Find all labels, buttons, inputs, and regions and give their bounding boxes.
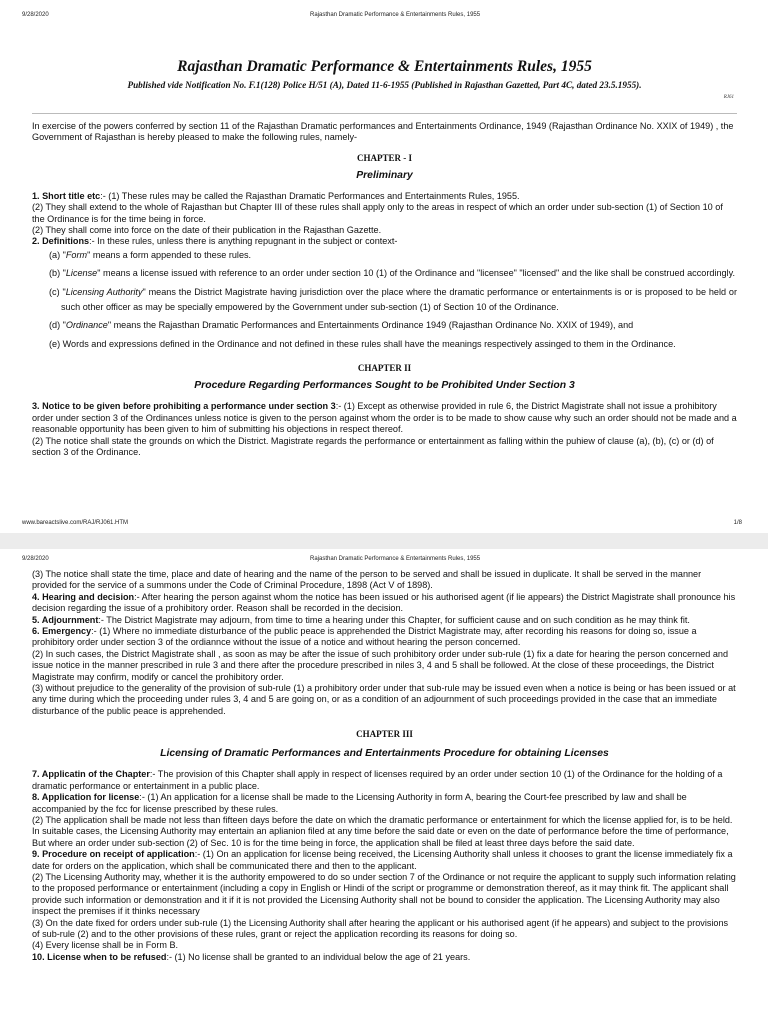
page-header-date: 9/28/2020 [22,12,49,18]
chapter-heading: CHAPTER II [357,363,412,374]
rule-9: 9. Procedure on receipt of application:- (1) On an application for license being received, the Licensing Authority shall unless it chooses to grant the license immediately fix a date for orders on the application, which shall be communicated there and then to the applicant. [32,849,733,871]
rule-3-subrule-3: (3) The notice shall state the time, place and date of hearing and the name of the person to be served and shall be issued in duplicate. It shall be served in the manner provided for the service of a summons under the Code of Criminal Procedure, 1898 (Act V of 1898). [32,569,702,591]
chapter-heading: CHAPTER - I [356,152,412,163]
rule-heading: 10. License when to be refused [32,951,167,962]
rule-2: 2. Definitions:- In these rules, unless there is anything repugnant in the subject or context- [32,236,398,247]
rule-1-subrule-2: (2) They shall extend to the whole of Rajasthan but Chapter III of these rules shall apply only to the areas in respect of which an order under sub-section (1) of Section 10 of the Ordinance is for the time being in force. [32,202,723,224]
rule-8-paragraph: In suitable cases, the Licensing Authority may entertain an aplianion filed at any time before the said date or even on the date of performance before the time of performance, But where an order under sub-section (2) of Sec. 10 is for the time being in force, the application shall be filed at least three days before the said date. [32,826,729,848]
document-subtitle: Published vide Notification No. F.1(128) Police H/51 (A), Dated 11-6-1955 (Published in Rajasthan Gazetted, Part 4C, dated 23.5.1955). [127,80,642,90]
page-header-title: Rajasthan Dramatic Performance & Entertainments Rules, 1955 [310,12,481,18]
rule-heading: 7. Applicatin of the Chapter [32,769,150,780]
rule-heading: 6. Emergency [32,626,92,637]
divider [32,113,737,114]
definition-c: (c) "Licensing Authority" means the District Magistrate having jurisdiction over the place where the dramatic performance or entertainments is or is proposed to be held or such other officer as may be specially empowered by the Government under sub-section (1) of Section 10 of the Ordinance. [49,287,738,312]
intro-paragraph: In exercise of the powers conferred by section 11 of the Rajasthan Dramatic performances and Entertainments Ordinance, 1949 (Rajasthan Ordinance No. XXIX of 1949) , the Government of Rajasthan is hereby pleased to make the following rules, namely- [32,121,734,143]
rule-3-subrule-2: (2) The notice shall state the grounds on which the District. Magistrate regards the performance or entertainment as falling within the puhiew of clause (a), (b), (c) or (d) of section 3 of the Ordinance. [32,435,714,458]
page-header-title: Rajasthan Dramatic Performance & Entertainments Rules, 1955 [310,556,481,562]
rule-9-subrule-4: (4) Every license shall be in Form B. [32,940,179,951]
rule-6: 6. Emergency:- (1) Where no immediate disturbance of the public peace is apprehended the District Magistrate may, after recording his reasons for doing so, issue a prohibitory order under section 3 of the ordiannce without the issue of a notice and without hearing the person concerned. [32,626,697,648]
rule-heading: 8. Application for license [32,792,140,803]
document-page-2 [0,549,768,1024]
rule-heading: 3. Notice to be given before prohibiting a performance under section 3 [32,401,336,412]
rule-9-subrule-3: (3) On the date fixed for orders under sub-rule (1) the Licensing Authority shall after hearing the applicant or his authorised agent (if he appears) and subject to the provisions of sub-rule (2) and to the other provisions of these rules, grant or reject the application recording its reasons for doing so. [32,917,729,939]
rule-heading: 9. Procedure on receipt of application [32,849,195,860]
rule-5: 5. Adjournment:- The District Magistrate may adjourn, from time to time a hearing under this Chapter, for sufficient cause and on such condition as he may think fit. [32,614,690,625]
rule-1-subrule-3: (2) They shall come into force on the date of their publication in the Rajasthan Gazette. [32,225,382,236]
rule-7: 7. Applicatin of the Chapter:- The provision of this Chapter shall apply in respect of licenses required by an order under section 10 (1) of the Ordinance for the holding of a dramatic performance or entertainment in a public place. [32,769,723,791]
definition-a: (a) "Form" means a form appended to these rules. [49,249,252,260]
rule-4: 4. Hearing and decision:- After hearing the person against whom the notice has been issued or his authorised agent (if lie appears) the District Magistrate shall pronounce his decision regarding the issue of a prohibitory order. Reason shall be recorded in the decision. [32,591,736,614]
rule-8-subrule-2: (2) The application shall be made not less than fifteen days before the date on which the dramatic performance or entertainment for which the license applied for, is to be held. [32,814,733,825]
rule-9-subrule-2: (2) The Licensing Authority may, whether it is the authority empowered to do so under section 7 of the Ordinance or not require the applicant to supply such information relating to the proposed performance or entertainment (including a copy in English or Hindi of the script or programme or demonstration thereof, as it may think fit. The applicant shall provide such information or demonstration and it if it is not provided the Licensing Authority shall not be bound to consider the application. The Licensing Authority may also inspect the premises if it thinks necessary [32,871,736,917]
definition-d: (d) "Ordinance" means the Rajasthan Dramatic Performances and Entertainments Ordinance 1949 (Rajasthan Ordinance No. XXIX of 1949), and [49,320,634,331]
definition-b: (b) "License" means a license issued with reference to an order under section 10 (1) of the Ordinance and "licensee" "licensed" and the like shall be construed accordingly. [49,268,735,279]
rule-heading: 1. Short title etc [32,190,101,201]
footer-page-number: 1/8 [733,520,742,526]
rule-6-subrule-3: (3) without prejudice to the generality of the provision of sub-rule (1) a prohibitory order under that sub-rule may be issued even when a notice is being or has been issued or at any time during which the proceeding under rules 3, 4 and 5 are going on, or as a condition of an adjournment of such proceedings provided in the case that an immediate disturbance of the public peace is apprehended. [32,683,736,716]
chapter-subheading: Preliminary [356,169,413,181]
rule-heading: 4. Hearing and decision [32,591,135,602]
rule-heading: 5. Adjournment [32,614,99,625]
rule-3: 3. Notice to be given before prohibiting a performance under section 3:- (1) Except as otherwise provided in rule 6, the District Magistrate shall not issue a prohibitory order under section 3 of the Ordinances unless notice is given to the person against whom the order is to be made to show cause why such an order should not be made and a reasonable opportunity has been given to him of submitting his objections in respect thereof. [32,401,737,435]
rule-10: 10. License when to be refused:- (1) No license shall be granted to an individual below the age of 21 years. [32,951,471,962]
rule-8: 8. Application for license:- (1) An application for a license shall be made to the Licensing Authority in form A, bearing the Court-fee prescribed by law and shall be accompanied by the fcc for license prescribed by these rules. [32,792,687,814]
page-header-date: 9/28/2020 [22,556,49,562]
footer-url-link[interactable]: www.bareactslive.com/RAJ/RJ061.HTM [22,520,129,526]
document-code: RJ61 [723,95,734,100]
chapter-heading: CHAPTER III [356,729,413,740]
definition-e: (e) Words and expressions defined in the Ordinance and not defined in these rules shall have the meanings respectively assinged to them in the Ordinance. [49,338,676,349]
rule-6-subrule-2: (2) In such cases, the District Magistrate shall , as soon as may be after the issue of such prohibitory order under sub-rule (1) fix a date for hearing the person concerned and issue notice in the manner prescribed in rule 3 and there after the procedure prescribed in niles 3, 4 and 5 shall be followed. At the close of these proceedings, the District Magistrate may confirm, modify or cancel the prohibitory order. [32,648,729,682]
rule-heading: 2. Definitions [32,236,90,247]
rule-1: 1. Short title etc:- (1) These rules may be called the Rajasthan Dramatic Performances and Entertainments Rules, 1955. [32,190,520,201]
chapter-subheading: Licensing of Dramatic Performances and Entertainments Procedure for obtaining Licenses [160,748,609,760]
chapter-subheading: Procedure Regarding Performances Sought to be Prohibited Under Section 3 [194,380,575,392]
document-title: Rajasthan Dramatic Performance & Entertainments Rules, 1955 [177,58,592,75]
